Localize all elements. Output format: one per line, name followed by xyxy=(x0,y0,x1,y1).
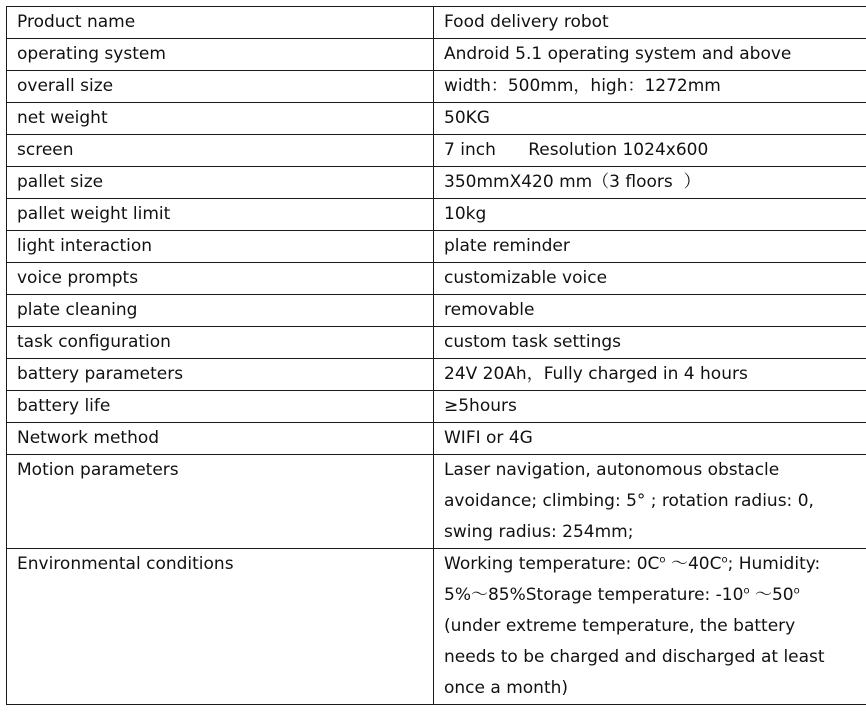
spec-label: task configuration xyxy=(7,327,434,359)
spec-value: customizable voice xyxy=(434,263,866,295)
spec-value: 7 inch Resolution 1024x600 xyxy=(434,135,866,167)
motion-line: Laser navigation, autonomous obstacle xyxy=(444,460,780,480)
spec-label: voice prompts xyxy=(7,263,434,295)
spec-value: 50KG xyxy=(434,103,866,135)
spec-value: 350mmX420 mm（3 floors ） xyxy=(434,167,866,199)
spec-value: custom task settings xyxy=(434,327,866,359)
table-row xyxy=(7,167,866,199)
spec-value: 10kg xyxy=(434,199,866,231)
spec-label: plate cleaning xyxy=(7,295,434,327)
spec-value: removable xyxy=(434,295,866,327)
environment-line: (under extreme temperature, the battery xyxy=(444,616,796,636)
environment-text: 5%～85%Storage temperature: -10 xyxy=(444,585,744,605)
spec-label: net weight xyxy=(7,103,434,135)
table-row xyxy=(7,39,866,71)
spec-label: battery parameters xyxy=(7,359,434,391)
table-row xyxy=(7,423,866,455)
environment-text: ; Humidity: xyxy=(727,554,821,574)
table-row xyxy=(7,359,866,391)
motion-line: swing radius: 254mm; xyxy=(444,522,634,542)
spec-value: plate reminder xyxy=(434,231,866,263)
table-row xyxy=(7,103,866,135)
spec-value: WIFI or 4G xyxy=(434,423,866,455)
degree-mark: o xyxy=(793,585,800,597)
table-row xyxy=(7,135,866,167)
environment-line xyxy=(444,580,866,611)
motion-line: avoidance; climbing: 5° ; rotation radius: 0, xyxy=(444,491,814,511)
environmental-conditions-value xyxy=(434,549,866,705)
spec-value: 24V 20Ah，Fully charged in 4 hours xyxy=(434,359,866,391)
table-row xyxy=(7,231,866,263)
table-row xyxy=(7,199,866,231)
table-row xyxy=(7,391,866,423)
environment-line xyxy=(444,549,866,580)
degree-mark: o xyxy=(743,585,750,597)
degree-mark: o xyxy=(659,554,666,566)
spec-label: operating system xyxy=(7,39,434,71)
spec-label: pallet weight limit xyxy=(7,199,434,231)
table-row xyxy=(7,295,866,327)
spec-value: width：500mm，high：1272mm xyxy=(434,71,866,103)
environment-text: ～50 xyxy=(749,585,794,605)
degree-mark: o xyxy=(721,554,728,566)
environment-text: ～40C xyxy=(665,554,722,574)
table-row xyxy=(7,327,866,359)
table-row-motion-parameters xyxy=(7,455,866,549)
table-row xyxy=(7,71,866,103)
environmental-conditions-label: Environmental conditions xyxy=(7,549,434,705)
environment-line: needs to be charged and discharged at least xyxy=(444,647,825,667)
motion-parameters-value xyxy=(434,455,866,549)
environment-line: once a month) xyxy=(444,678,569,698)
product-name-label: Product name xyxy=(7,7,434,39)
spec-label: screen xyxy=(7,135,434,167)
spec-label: light interaction xyxy=(7,231,434,263)
spec-table-body xyxy=(7,7,866,705)
spec-table xyxy=(6,6,866,705)
spec-value: Android 5.1 operating system and above xyxy=(434,39,866,71)
table-row-product-name xyxy=(7,7,866,39)
spec-label: Network method xyxy=(7,423,434,455)
environment-text: Working temperature: 0C xyxy=(444,554,660,574)
spec-label: battery life xyxy=(7,391,434,423)
spec-value: ≥5hours xyxy=(434,391,866,423)
table-row-environmental-conditions xyxy=(7,549,866,705)
spec-label: overall size xyxy=(7,71,434,103)
product-name-value: Food delivery robot xyxy=(434,7,866,39)
table-row xyxy=(7,263,866,295)
spec-label: pallet size xyxy=(7,167,434,199)
motion-parameters-label: Motion parameters xyxy=(7,455,434,549)
